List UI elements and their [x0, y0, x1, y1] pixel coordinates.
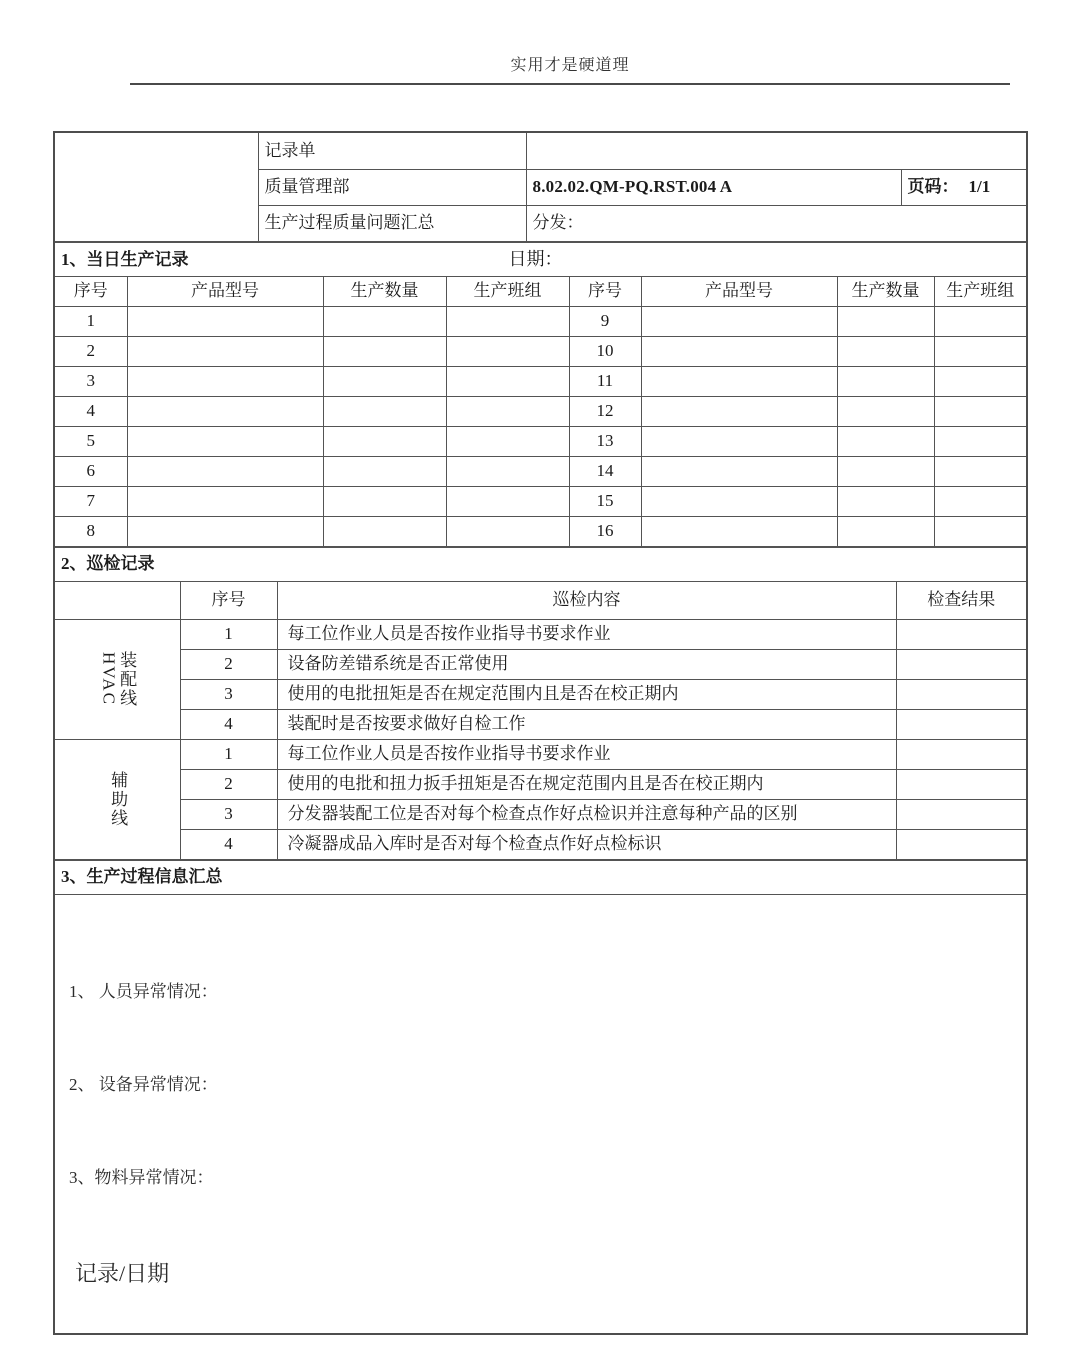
row-no-right: 15	[569, 486, 641, 516]
row-model-left[interactable]	[127, 456, 323, 486]
row-result[interactable]	[896, 649, 1026, 679]
table-row	[55, 516, 1026, 546]
col-team-left: 生产班组	[446, 276, 569, 306]
col-no-left: 序号	[55, 276, 127, 306]
form-frame	[53, 131, 1028, 1335]
title-block-table	[55, 133, 1026, 242]
row-result[interactable]	[896, 619, 1026, 649]
row-no-left: 5	[55, 426, 127, 456]
row-model-left[interactable]	[127, 486, 323, 516]
section3-body-row	[55, 894, 1026, 1364]
section3-body	[55, 894, 1026, 1364]
table-row	[55, 456, 1026, 486]
row-qty-right[interactable]	[837, 516, 934, 546]
line-label-auxiliary-cjk: 辅助线	[108, 770, 128, 828]
row-no-left: 4	[55, 396, 127, 426]
row-content: 设备防差错系统是否正常使用	[277, 649, 896, 679]
row-model-left[interactable]	[127, 366, 323, 396]
row-model-right[interactable]	[641, 366, 837, 396]
row-team-right[interactable]	[934, 366, 1026, 396]
title-blank-cell	[526, 133, 1026, 169]
row-content: 使用的电批扭矩是否在规定范围内且是否在校正期内	[277, 679, 896, 709]
section3-table	[55, 860, 1026, 1365]
row-no-right: 16	[569, 516, 641, 546]
row-team-right[interactable]	[934, 486, 1026, 516]
row-team-left[interactable]	[446, 336, 569, 366]
row-no-left: 8	[55, 516, 127, 546]
row-qty-right[interactable]	[837, 366, 934, 396]
table-row	[55, 306, 1026, 336]
table-row	[55, 709, 1026, 739]
row-qty-left[interactable]	[323, 486, 446, 516]
row-model-right[interactable]	[641, 516, 837, 546]
row-model-right[interactable]	[641, 426, 837, 456]
row-no-right: 11	[569, 366, 641, 396]
row-model-right[interactable]	[641, 456, 837, 486]
row-qty-right[interactable]	[837, 426, 934, 456]
signature-date-label: 记录/日期	[75, 1261, 170, 1287]
row-team-right[interactable]	[934, 396, 1026, 426]
list-item[interactable]: 1、 人员异常情况：	[69, 981, 218, 1001]
row-model-left[interactable]	[127, 426, 323, 456]
row-content: 使用的电批和扭力扳手扭矩是否在规定范围内且是否在校正期内	[277, 769, 896, 799]
row-no: 3	[180, 679, 277, 709]
row-team-left[interactable]	[446, 516, 569, 546]
section1-date-label: 日期：	[508, 248, 563, 269]
table-row	[55, 829, 1026, 859]
row-no-left: 7	[55, 486, 127, 516]
section2-table	[55, 547, 1026, 860]
row-no: 2	[180, 649, 277, 679]
col-line	[55, 581, 180, 619]
row-model-left[interactable]	[127, 306, 323, 336]
row-result[interactable]	[896, 769, 1026, 799]
page-header	[130, 52, 1010, 85]
row-no-right: 12	[569, 396, 641, 426]
row-result[interactable]	[896, 679, 1026, 709]
table-row	[55, 769, 1026, 799]
col-result: 检查结果	[896, 581, 1026, 619]
row-no-left: 6	[55, 456, 127, 486]
row-team-left[interactable]	[446, 456, 569, 486]
table-row	[55, 336, 1026, 366]
section2-column-header	[55, 581, 1026, 619]
list-item[interactable]: 2、 设备异常情况：	[69, 1074, 218, 1094]
row-model-right[interactable]	[641, 336, 837, 366]
row-no-left: 3	[55, 366, 127, 396]
distribution-cell: 分发：	[526, 205, 1026, 241]
row-model-right[interactable]	[641, 396, 837, 426]
row-no: 2	[180, 769, 277, 799]
section3-heading: 3、生产过程信息汇总	[55, 860, 1026, 894]
section1-table	[55, 242, 1026, 547]
col-qty-left: 生产数量	[323, 276, 446, 306]
form-name-cell: 生产过程质量问题汇总	[258, 205, 526, 241]
row-qty-left[interactable]	[323, 306, 446, 336]
row-model-left[interactable]	[127, 336, 323, 366]
col-no-right: 序号	[569, 276, 641, 306]
table-row	[55, 486, 1026, 516]
row-qty-right[interactable]	[837, 486, 934, 516]
row-team-right[interactable]	[934, 426, 1026, 456]
section2-heading-row	[55, 547, 1026, 581]
row-qty-right[interactable]	[837, 336, 934, 366]
col-team-right: 生产班组	[934, 276, 1026, 306]
section3-heading-row	[55, 860, 1026, 894]
row-result[interactable]	[896, 739, 1026, 769]
row-team-left[interactable]	[446, 486, 569, 516]
table-row	[55, 619, 1026, 649]
page-number-cell	[901, 169, 1026, 205]
section1-title: 1、当日生产记录	[61, 249, 189, 269]
row-result[interactable]	[896, 709, 1026, 739]
row-team-left[interactable]	[446, 426, 569, 456]
row-qty-left[interactable]	[323, 516, 446, 546]
page-value: 1/1	[968, 177, 991, 197]
page-header-text: 实用才是硬道理	[510, 57, 630, 74]
line-label-auxiliary	[55, 739, 180, 859]
line-label-hvac	[55, 619, 180, 739]
row-team-left[interactable]	[446, 306, 569, 336]
table-row	[55, 739, 1026, 769]
row-no: 4	[180, 829, 277, 859]
list-item[interactable]: 3、物料异常情况：	[69, 1168, 214, 1188]
row-no: 1	[180, 619, 277, 649]
row-qty-left[interactable]	[323, 366, 446, 396]
col-no: 序号	[180, 581, 277, 619]
row-content: 装配时是否按要求做好自检工作	[277, 709, 896, 739]
col-content: 巡检内容	[277, 581, 896, 619]
row-team-right[interactable]	[934, 336, 1026, 366]
row-no-right: 13	[569, 426, 641, 456]
row-no-right: 10	[569, 336, 641, 366]
row-model-left[interactable]	[127, 516, 323, 546]
row-no: 3	[180, 799, 277, 829]
table-row	[55, 426, 1026, 456]
row-qty-left[interactable]	[323, 336, 446, 366]
section2-heading: 2、巡检记录	[55, 547, 1026, 581]
row-team-left[interactable]	[446, 396, 569, 426]
row-model-left[interactable]	[127, 396, 323, 426]
title-row-form-type	[55, 133, 1026, 169]
col-qty-right: 生产数量	[837, 276, 934, 306]
row-no-right: 9	[569, 306, 641, 336]
table-row	[55, 649, 1026, 679]
row-no: 4	[180, 709, 277, 739]
line-label-hvac-latin: HVAC	[99, 652, 119, 706]
row-qty-right[interactable]	[837, 306, 934, 336]
row-qty-right[interactable]	[837, 396, 934, 426]
row-result[interactable]	[896, 829, 1026, 859]
row-qty-left[interactable]	[323, 396, 446, 426]
row-model-right[interactable]	[641, 306, 837, 336]
table-row	[55, 366, 1026, 396]
row-qty-left[interactable]	[323, 456, 446, 486]
row-team-right[interactable]	[934, 456, 1026, 486]
table-row	[55, 396, 1026, 426]
col-model-right: 产品型号	[641, 276, 837, 306]
department-cell: 质量管理部	[258, 169, 526, 205]
row-no-right: 14	[569, 456, 641, 486]
row-qty-left[interactable]	[323, 426, 446, 456]
row-content: 每工位作业人员是否按作业指导书要求作业	[277, 619, 896, 649]
row-result[interactable]	[896, 799, 1026, 829]
section1-heading-row	[55, 242, 1026, 276]
form-type-cell: 记录单	[258, 133, 526, 169]
logo-cell	[55, 133, 258, 241]
line-label-hvac-cjk: 装配线	[117, 650, 137, 708]
row-model-right[interactable]	[641, 486, 837, 516]
row-team-right[interactable]	[934, 516, 1026, 546]
row-content: 每工位作业人员是否按作业指导书要求作业	[277, 739, 896, 769]
page-header-rule	[130, 83, 1010, 85]
section1-heading	[55, 242, 1026, 276]
row-team-right[interactable]	[934, 306, 1026, 336]
row-no-left: 2	[55, 336, 127, 366]
row-qty-right[interactable]	[837, 456, 934, 486]
row-content: 冷凝器成品入库时是否对每个检查点作好点检标识	[277, 829, 896, 859]
table-row	[55, 799, 1026, 829]
row-no-left: 1	[55, 306, 127, 336]
col-model-left: 产品型号	[127, 276, 323, 306]
page-label: 页码：	[907, 177, 959, 197]
section1-column-header	[55, 276, 1026, 306]
row-team-left[interactable]	[446, 366, 569, 396]
doc-code-cell: 8.02.02.QM-PQ.RST.004 A	[526, 169, 901, 205]
row-no: 1	[180, 739, 277, 769]
row-content: 分发器装配工位是否对每个检查点作好点检识并注意每种产品的区别	[277, 799, 896, 829]
table-row	[55, 679, 1026, 709]
section3-items	[61, 971, 1020, 1189]
